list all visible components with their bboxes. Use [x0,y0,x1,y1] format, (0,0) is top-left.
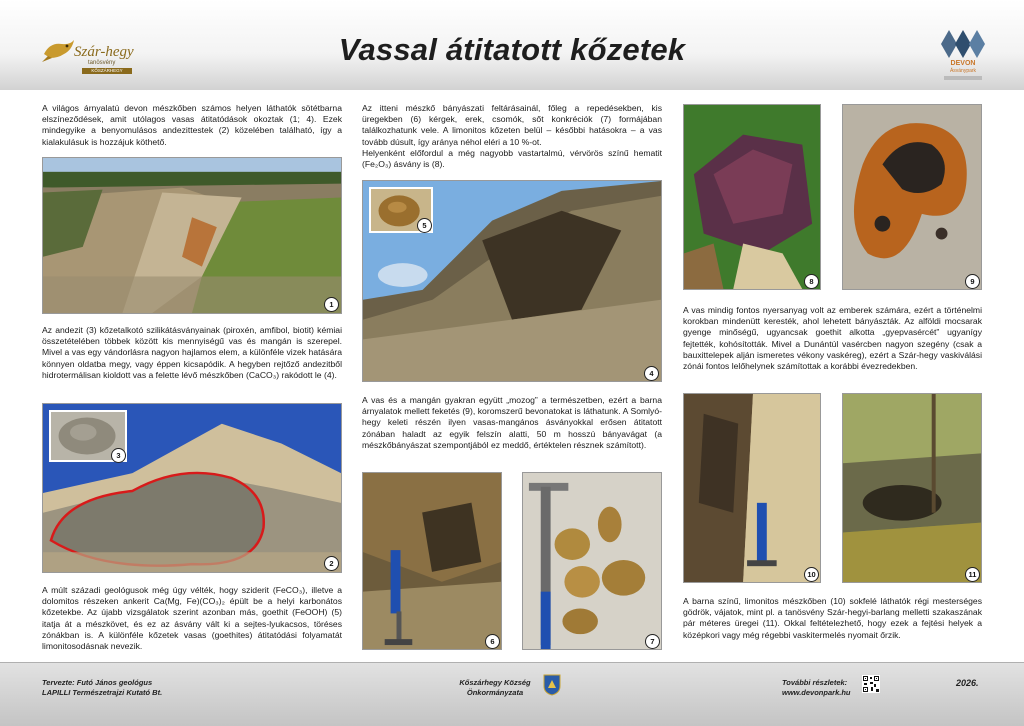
coat-of-arms-icon [543,674,561,696]
photo-2-andesite [42,403,342,573]
cavity-hammer-image [363,473,501,649]
designer-name: Tervezte: Futó János geológus [42,678,153,687]
photo-1-quarry [42,157,342,314]
photo-8-hematite [683,104,821,290]
photo-number: 1 [324,297,339,312]
designer-company: LAPILLI Természetrajzi Kutató Bt. [42,687,163,697]
mining-traces-text: A barna színű, limonitos mészkőben (10) sokfelé láthatók régi mesterséges gödrök, vájatok, mint pl. a tanösvény Szár-hegyi-barlang melletti szakaszának pár méteres üregei (11). Okkal feltételezhető, hogy ezek a fejtési helyek a középkori vagy még régebbi vaskitermelés nyomait őrzik. [683,596,982,640]
footer-band [0,662,1024,726]
manganese-crust-image [843,105,981,289]
hematite-rock-image [684,105,820,289]
logo-subtitle: tanösvény [88,60,116,66]
qr-code-icon[interactable] [862,675,880,693]
website-link[interactable]: www.devonpark.hu [782,687,851,697]
photo-number: 3 [111,448,126,463]
quarry-landscape-image [43,158,341,313]
photo-number: 2 [324,556,339,571]
photo-number: 11 [965,567,980,582]
photo-number: 5 [417,218,432,233]
logo-bar: KŐSZÁRHEGY [82,68,132,74]
municipality-name: Kőszárhegy Község [459,678,531,687]
logo-name: Szár-hegy [74,44,134,60]
col1-para3 [42,585,342,652]
devon-tag [944,76,982,80]
photo-number: 9 [965,274,980,289]
forest-cavities-image [843,394,981,582]
municipality-credit [455,678,535,697]
manganese-text: A vas és a mangán gyakran együtt „mozog” a természetben, ezért a barna árnyalatok mellett feketés (9), koromszerű bevonatokat is láthatunk. A Somlyó-hegy keleti részén ilyen vasas-mangános ásványokkal erősen átitatott zónában haladt az egyik felszín alatti, 50 m hosszú bányavágat (a mészkőbányászat szempontjából ez meddő, értéktelen résznek számított). [362,395,662,450]
col3-para2 [683,596,982,641]
more-info [782,678,850,697]
iron-history-text: A vas mindig fontos nyersanyag volt az emberek számára, ezért a történelmi korokban mindenütt keresték, ahol lehetett bányászták. Az alföldi mocsarak gyenge minőségű, ugyancsak goethit alkotta „gyepvasércét” ugyanígy fejtették, kohósították. Mivel a Dunántúl vasércben nagyon szegény (csak a bauxittelepek alján ismeretes vékony vaskéreg), ezért a Szár-hegy vaskiválási zónái fontos lelőhelynek számítottak a korábbi évezredekben. [683,305,982,372]
year-label: 2026. [956,678,979,688]
header-band [0,0,1024,90]
siderite-text: A múlt századi geológusok még úgy vélték, hogy sziderit (FeCO₃), illetve a dolomitos részeken ankerit Ca(Mg, Fe)(CO₃)₂ épült be a helyi karbonátos kőzetekbe. Az újabb vizsgálatok szerint azonban más, goethit (FeOOH) (5) itatja át a mészkövet, és ez az ásvány vált ki a sejtes-lyukacsos, töréses zónákban is. A különféle kőzetek vasas (goethites) átitatódási folyamatát limonitosodásnak nevezik. [42,585,342,652]
devon-logo [940,28,986,86]
col1-intro [42,103,342,148]
intro-text: A világos árnyalatú devon mészkőben számos helyen láthatók sötétbarna elszíneződések, amit utólagos vasas átitatódások okoztak (1; 4). Ezek mindegyike a benyomulásos andezittestek (2) közelében található, így a kialakulásuk is hozzájuk köthető. [42,103,342,147]
devon-subword: Ásványpark [949,68,977,74]
photo-number: 7 [645,634,660,649]
col2-para2 [362,395,662,451]
devon-wordmark: DEVON [950,60,976,67]
designer-credit [42,678,162,697]
more-info-label: További részletek: [782,678,848,687]
andesite-text: Az andezit (3) kőzetalkotó szilikátásványainak (piroxén, amfibol, biotit) kémiai összetételében többek között kis mennyiségű vas és mangán is szerepel. Mivel a vas egy vándorlásra nagyon hajlamos elem, a különféle vizek hatására könnyen oldatba megy, vagy éppen kicsapódik. A hegyben rejtőző andezitből hidrotermálisan kioldott vas a felette lévő mészkőben (CaCO₃) rakódott le (4). [42,325,342,380]
col3-para1 [683,305,982,372]
photo-number: 4 [644,366,659,381]
diamond-mark-icon [940,28,986,60]
page-title: Vassal átitatott kőzetek [338,32,686,67]
col2-para1 [362,103,662,170]
hematite-text: Helyenként előfordul a még nagyobb vastartalmú, vérvörös színű hematit (Fe₂O₃) ásvány is (8). [362,147,662,170]
photo-number: 6 [485,634,500,649]
photo-4-rock-wall [362,180,662,382]
photo-6-cavity [362,472,502,650]
concretions-hammer-image [523,473,661,649]
photo-number: 8 [804,274,819,289]
photo-9-manganese-coating [842,104,982,290]
limonite-limestone-image [684,394,820,582]
photo-10-limonite-limestone [683,393,821,583]
photo-11-cavities [842,393,982,583]
col1-para2 [42,325,342,381]
municipality-office: Önkormányzata [466,687,524,697]
photo-number: 10 [804,567,819,582]
photo-7-concretions [522,472,662,650]
concretion-text: Az itteni mészkő bányászati feltárásainál, főleg a repedésekben, kis üregekben (6) kérgek, erek, csomók, sőt konkréciók (7) formájában találkozhatunk vele. A limonitos kőzeten belül – későbbi hatásokra – a vas tovább dúsult, így aránya néhol eléri a 10 %-ot. [362,103,662,147]
